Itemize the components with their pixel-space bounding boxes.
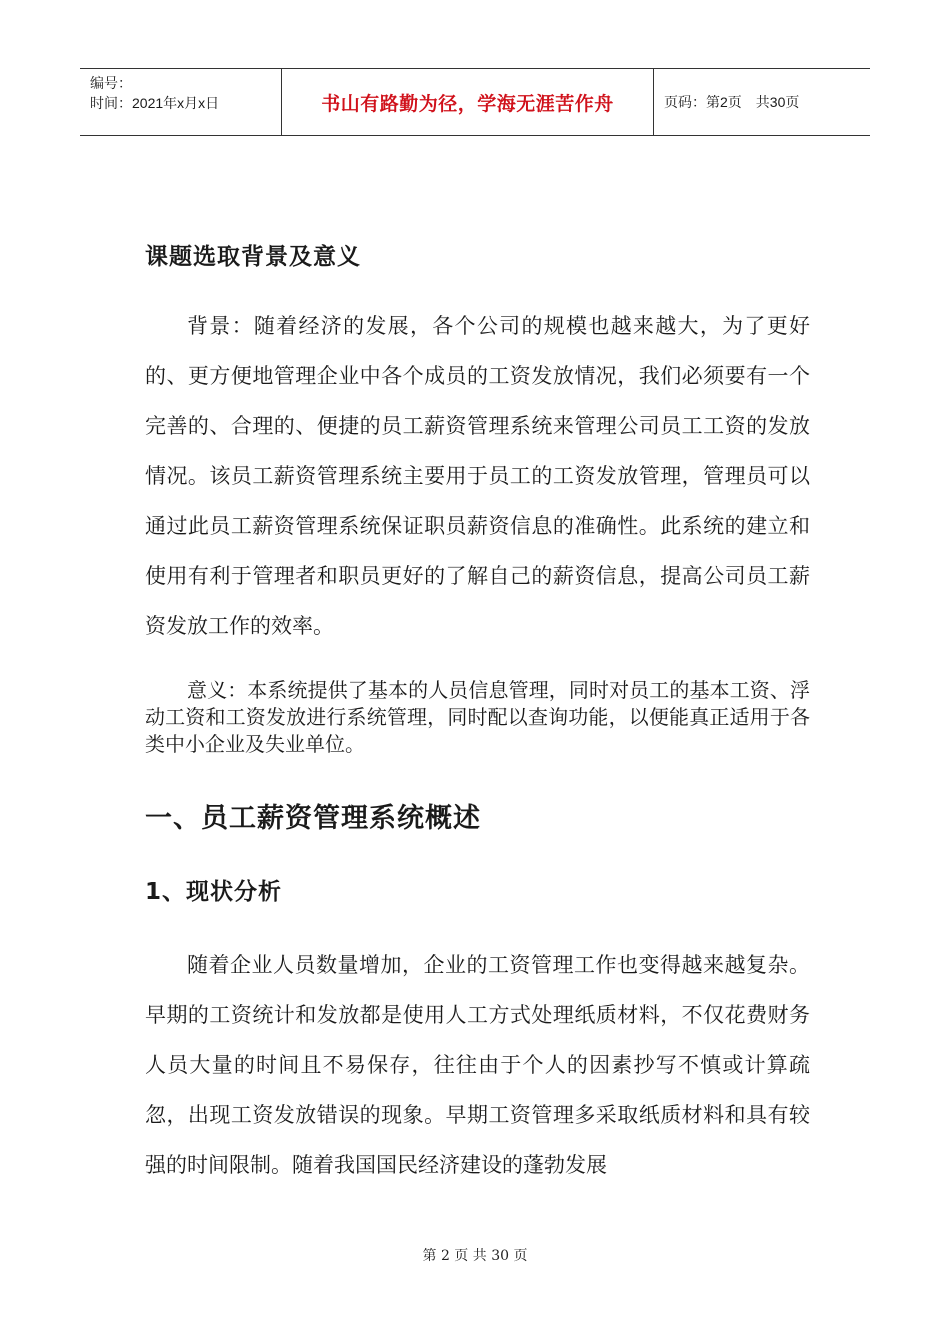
header-page-cell (654, 69, 870, 135)
background-heading: 课题选取背景及意义 (145, 244, 361, 270)
status-analysis-heading: 1、现状分析 (145, 879, 283, 905)
status-analysis-paragraph: 随着企业人员数量增加，企业的工资管理工作也变得越来越复杂。早期的工资统计和发放都是使用人工方式处理纸质材料，不仅花费财务人员大量的时间且不易保存，往往由于个人的因素抄写不慎或计算疏忽，出现工资发放错误的现象。早期工资管理多采取纸质材料和具有较强的时间限制。随着我国国民经济建设的蓬勃发展 (145, 953, 810, 1177)
header-motto-cell (282, 69, 654, 135)
background-paragraph: 背景：随着经济的发展，各个公司的规模也越来越大，为了更好的、更方便地管理企业中各个成员的工资发放情况，我们必须要有一个完善的、合理的、便捷的员工薪资管理系统来管理公司员工工资的发放情况。该员工薪资管理系统主要用于员工的工资发放管理，管理员可以通过此员工薪资管理系统保证职员薪资信息的准确性。此系统的建立和使用有利于管理者和职员更好的了解自己的薪资信息，提高公司员工薪资发放工作的效率。 (145, 314, 810, 638)
page-header (80, 68, 870, 136)
document-body (145, 238, 810, 1190)
document-date-label: 时间：2021年x月x日 (90, 95, 220, 111)
page-footer: 第 2 页 共 30 页 (422, 1248, 528, 1264)
document-number-label: 编号： (90, 75, 132, 91)
header-meta-cell (80, 69, 282, 135)
meaning-paragraph: 意义：本系统提供了基本的人员信息管理，同时对员工的基本工资、浮动工资和工资发放进行系统管理，同时配以查询功能，以便能真正适用于各类中小企业及失业单位。 (145, 678, 810, 756)
header-page-total: 共30页 (755, 94, 800, 110)
header-page-number: 页码：第2页 (664, 94, 742, 110)
header-motto: 书山有路勤为径，学海无涯苦作舟 (321, 92, 614, 115)
chapter-one-heading: 一、员工薪资管理系统概述 (145, 803, 481, 834)
